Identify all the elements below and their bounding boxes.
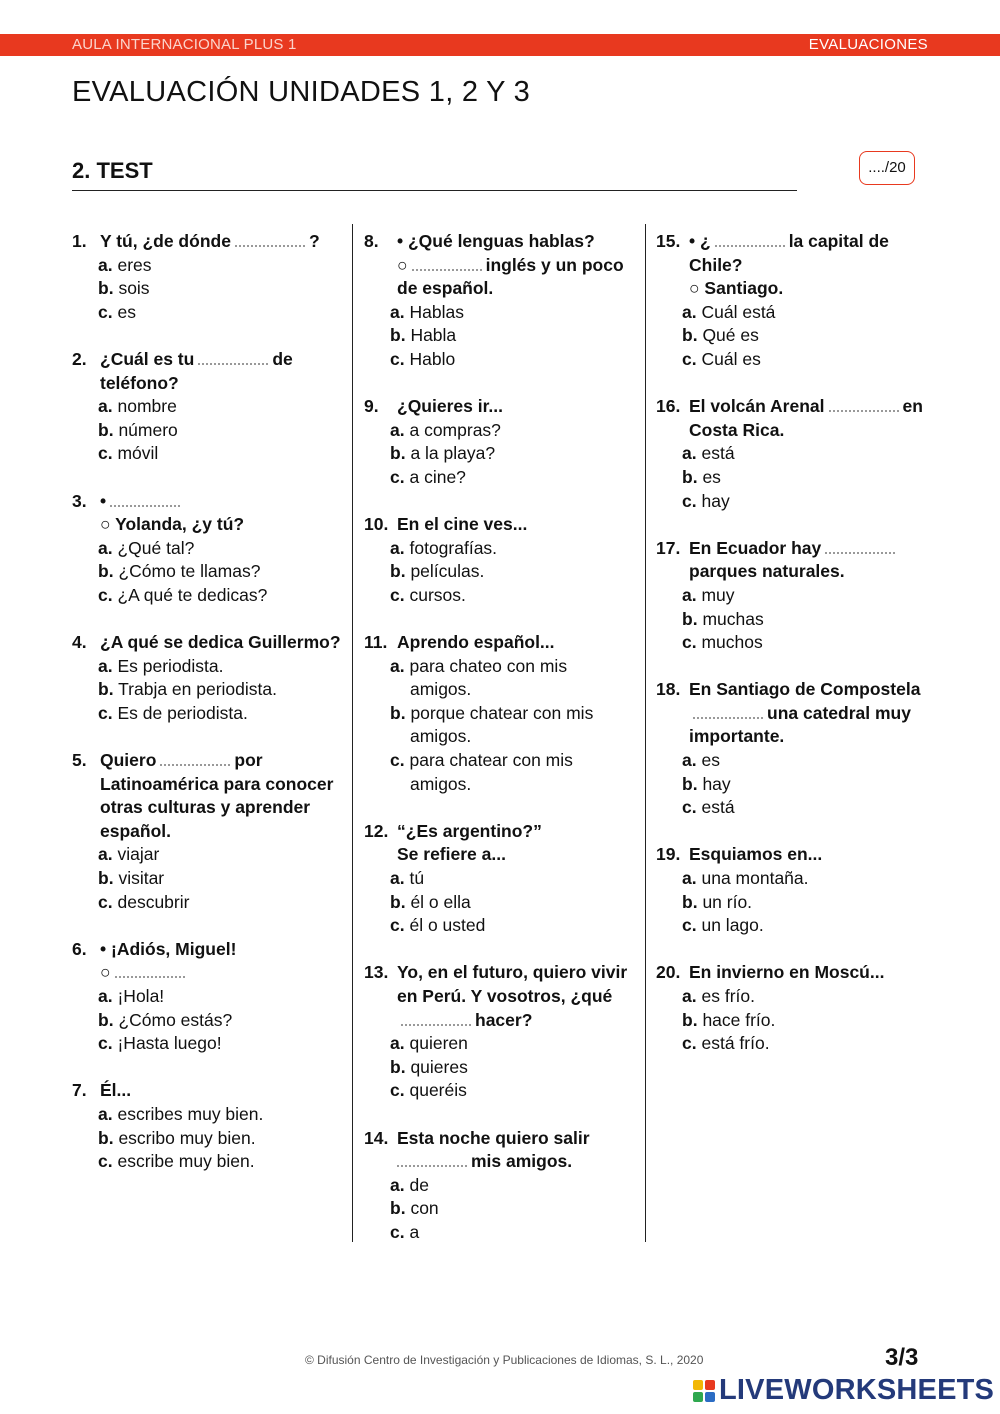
question-number: 5.: [72, 750, 87, 771]
option-c[interactable]: c. para chatear con mis amigos.: [390, 750, 573, 794]
section-title: 2. TEST: [72, 158, 153, 183]
question-number: 9.: [364, 396, 379, 417]
column-divider: [645, 224, 646, 1242]
question-text: ¿A qué se dedica Guillermo?: [100, 632, 341, 653]
question-text: mis amigos.: [471, 1151, 573, 1172]
header-bar: [0, 34, 1000, 56]
column-divider: [352, 224, 353, 1242]
option-c[interactable]: c. muchos: [682, 632, 763, 653]
question-number: 16.: [656, 396, 681, 417]
question-number: 6.: [72, 938, 87, 959]
question-number: 1.: [72, 231, 87, 251]
dialogue-line: la capital de Chile?: [689, 231, 889, 275]
question-13: [364, 961, 639, 1103]
option-c[interactable]: c. descubrir: [98, 891, 190, 912]
liveworksheets-logo-icon: [693, 1380, 715, 1402]
option-c[interactable]: c. Cuál es: [682, 348, 761, 369]
option-b[interactable]: b. Trabja en periodista.: [98, 679, 277, 700]
option-c[interactable]: c. está: [682, 797, 735, 818]
option-b[interactable]: b. a la playa?: [390, 443, 496, 464]
question-number: 3.: [72, 490, 87, 511]
answer-blank[interactable]: [715, 231, 785, 247]
option-c[interactable]: c. está frío.: [682, 1033, 770, 1054]
option-c[interactable]: c. un lago.: [682, 915, 764, 936]
option-b[interactable]: b. un río.: [682, 891, 753, 912]
option-a[interactable]: a. Cuál está: [682, 301, 776, 322]
answer-blank[interactable]: [825, 538, 895, 554]
option-b[interactable]: b. con: [390, 1198, 439, 1219]
question-1: [72, 230, 342, 324]
dialogue-line: ○: [397, 254, 408, 275]
option-b[interactable]: b. porque chatear con mis amigos.: [390, 702, 594, 747]
question-number: 13.: [364, 962, 389, 983]
option-a[interactable]: a. muy: [682, 584, 735, 605]
option-c[interactable]: c. escribe muy bien.: [98, 1151, 255, 1172]
question-18: [656, 678, 931, 820]
question-number: 15.: [656, 231, 681, 251]
page-number: 3/3: [885, 1344, 919, 1371]
dialogue-line: • ¡Adiós, Miguel!: [100, 938, 237, 959]
column-1: [72, 230, 342, 1197]
option-a[interactable]: a. fotografías.: [390, 537, 498, 558]
question-10: [364, 513, 639, 607]
question-number: 7.: [72, 1080, 87, 1101]
question-7: [72, 1079, 342, 1173]
option-b[interactable]: b. ¿Cómo te llamas?: [98, 561, 261, 582]
question-17: [656, 537, 931, 655]
question-9: [364, 395, 639, 489]
option-a[interactable]: a. una montaña.: [682, 868, 809, 889]
option-a[interactable]: a. está: [682, 443, 735, 464]
column-2: [364, 230, 639, 1268]
option-b[interactable]: b. escribo muy bien.: [98, 1127, 256, 1148]
question-number: 10.: [364, 514, 389, 535]
question-number: 18.: [656, 679, 681, 700]
option-b[interactable]: b. es: [682, 466, 721, 487]
question-text: Se refiere a...: [397, 844, 506, 865]
option-a[interactable]: a. eres: [98, 254, 152, 275]
answer-blank[interactable]: [110, 491, 180, 507]
question-text: por Latinoamérica para conocer otras culturas y aprender español.: [100, 750, 334, 841]
option-c[interactable]: c. hay: [682, 490, 730, 511]
score-box: ..../20: [859, 151, 915, 185]
question-20: [656, 961, 931, 1055]
question-text: ¿Cuál es tu: [100, 348, 195, 369]
question-text: Aprendo español...: [397, 632, 555, 653]
option-a[interactable]: a. es: [682, 750, 720, 771]
option-b[interactable]: b. quieres: [390, 1056, 468, 1077]
question-text: Esquiamos en...: [689, 844, 823, 865]
question-8: [364, 230, 639, 372]
question-11: [364, 631, 639, 796]
liveworksheets-brand[interactable]: [693, 1374, 994, 1407]
question-5: [72, 749, 342, 914]
question-14: [364, 1127, 639, 1245]
answer-blank[interactable]: [160, 750, 230, 766]
option-a[interactable]: a. de: [390, 1174, 429, 1195]
option-c[interactable]: c. cursos.: [390, 584, 466, 605]
option-c[interactable]: c. ¡Hasta luego!: [98, 1033, 222, 1054]
question-12: [364, 820, 639, 938]
option-b[interactable]: b. Habla: [390, 325, 457, 346]
question-text: una catedral muy importante.: [689, 702, 911, 747]
option-b[interactable]: b. visitar: [98, 868, 165, 889]
option-c[interactable]: c. Hablo: [390, 348, 456, 369]
option-a[interactable]: a. viajar: [98, 844, 160, 865]
answer-blank[interactable]: [198, 349, 268, 365]
question-number: 19.: [656, 844, 681, 865]
question-number: 8.: [364, 231, 379, 251]
answer-blank[interactable]: [693, 703, 763, 719]
question-text: de teléfono?: [100, 348, 293, 393]
copyright-footer: © Difusión Centro de Investigación y Publicaciones de Idiomas, S. L., 2020: [305, 1353, 704, 1367]
answer-blank[interactable]: [115, 962, 185, 978]
header-book-title: AULA INTERNACIONAL PLUS 1: [72, 36, 297, 53]
option-a[interactable]: a. nombre: [98, 396, 177, 417]
question-text: “¿Es argentino?”: [397, 820, 542, 841]
option-b[interactable]: b. sois: [98, 278, 150, 299]
answer-blank[interactable]: [235, 231, 305, 247]
question-number: 20.: [656, 962, 681, 983]
option-c[interactable]: c. ¿A qué te dedicas?: [98, 584, 268, 605]
answer-blank[interactable]: [401, 1010, 471, 1026]
question-19: [656, 843, 931, 937]
answer-blank[interactable]: [412, 255, 482, 271]
option-c[interactable]: c. móvil: [98, 443, 159, 464]
question-text: Él...: [100, 1080, 132, 1101]
question-number: 17.: [656, 537, 681, 558]
question-text: Yo, en el futuro, quiero vivir en Perú. Y vosotros, ¿qué: [397, 962, 628, 1006]
option-b[interactable]: b. Qué es: [682, 325, 759, 346]
option-a[interactable]: a. es frío.: [682, 986, 755, 1006]
option-c[interactable]: c. Es de periodista.: [98, 702, 248, 723]
option-a[interactable]: a. ¿Qué tal?: [98, 537, 195, 558]
question-text: En Santiago de Compostela: [689, 679, 921, 700]
question-number: 2.: [72, 348, 87, 369]
dialogue-line: • ¿Qué lenguas hablas?: [397, 231, 595, 251]
question-text: ?: [308, 231, 320, 251]
page-title: EVALUACIÓN UNIDADES 1, 2 Y 3: [72, 76, 531, 108]
question-text: En Ecuador hay: [689, 537, 822, 558]
question-number: 11.: [364, 632, 388, 653]
option-a[interactable]: a. Hablas: [390, 301, 464, 322]
question-number: 14.: [364, 1127, 389, 1148]
option-c[interactable]: c. a cine?: [390, 466, 466, 487]
question-4: [72, 631, 342, 725]
question-6: [72, 938, 342, 1056]
question-text: En el cine ves...: [397, 514, 528, 535]
dialogue-line: ○: [100, 962, 111, 983]
option-a[interactable]: a. tú: [390, 868, 425, 889]
option-c[interactable]: c. él o usted: [390, 915, 486, 936]
option-c[interactable]: c. queréis: [390, 1080, 467, 1101]
option-b[interactable]: b. películas.: [390, 561, 485, 582]
option-c[interactable]: c. a: [390, 1221, 420, 1242]
option-a[interactable]: a. escribes muy bien.: [98, 1103, 264, 1124]
option-b[interactable]: b. hay: [682, 773, 731, 794]
question-text: Quiero: [100, 750, 157, 771]
answer-blank[interactable]: [397, 1151, 467, 1167]
dialogue-line: •: [100, 490, 107, 511]
dialogue-line: ○ Yolanda, ¿y tú?: [100, 514, 245, 535]
question-text: Y tú, ¿de dónde: [100, 231, 231, 251]
option-a[interactable]: a. para chateo con mis amigos.: [390, 655, 568, 700]
question-text: El volcán Arenal: [689, 396, 825, 417]
header-section: EVALUACIONES: [808, 36, 928, 53]
question-text: en Costa Rica.: [689, 396, 923, 440]
question-text: parques naturales.: [689, 561, 845, 582]
column-3: [656, 230, 931, 1079]
dialogue-line: inglés y un poco de español.: [397, 254, 624, 299]
option-c[interactable]: c. es: [98, 301, 136, 322]
question-text: ¿Quieres ir...: [397, 396, 504, 417]
question-number: 12.: [364, 820, 389, 841]
dialogue-line: ○ Santiago.: [689, 278, 784, 299]
brand-name: LIVEWORKSHEETS: [719, 1374, 995, 1406]
option-a[interactable]: a. ¡Hola!: [98, 986, 165, 1006]
option-b[interactable]: b. muchas: [682, 608, 764, 629]
question-text: hacer?: [475, 1009, 533, 1030]
option-a[interactable]: a. Es periodista.: [98, 655, 224, 676]
question-16: [656, 395, 931, 513]
question-2: [72, 348, 342, 466]
option-b[interactable]: b. ¿Cómo estás?: [98, 1009, 233, 1030]
option-a[interactable]: a. quieren: [390, 1033, 468, 1054]
section-divider: [72, 190, 797, 191]
question-15: [656, 230, 931, 372]
option-b[interactable]: b. hace frío.: [682, 1009, 776, 1030]
option-b[interactable]: b. número: [98, 419, 178, 440]
question-text: Esta noche quiero salir: [397, 1127, 590, 1148]
question-text: En invierno en Moscú...: [689, 962, 885, 983]
question-3: [72, 490, 342, 608]
dialogue-line: • ¿: [689, 231, 711, 251]
answer-blank[interactable]: [829, 396, 899, 412]
option-a[interactable]: a. a compras?: [390, 419, 501, 440]
question-number: 4.: [72, 632, 87, 653]
option-b[interactable]: b. él o ella: [390, 891, 471, 912]
